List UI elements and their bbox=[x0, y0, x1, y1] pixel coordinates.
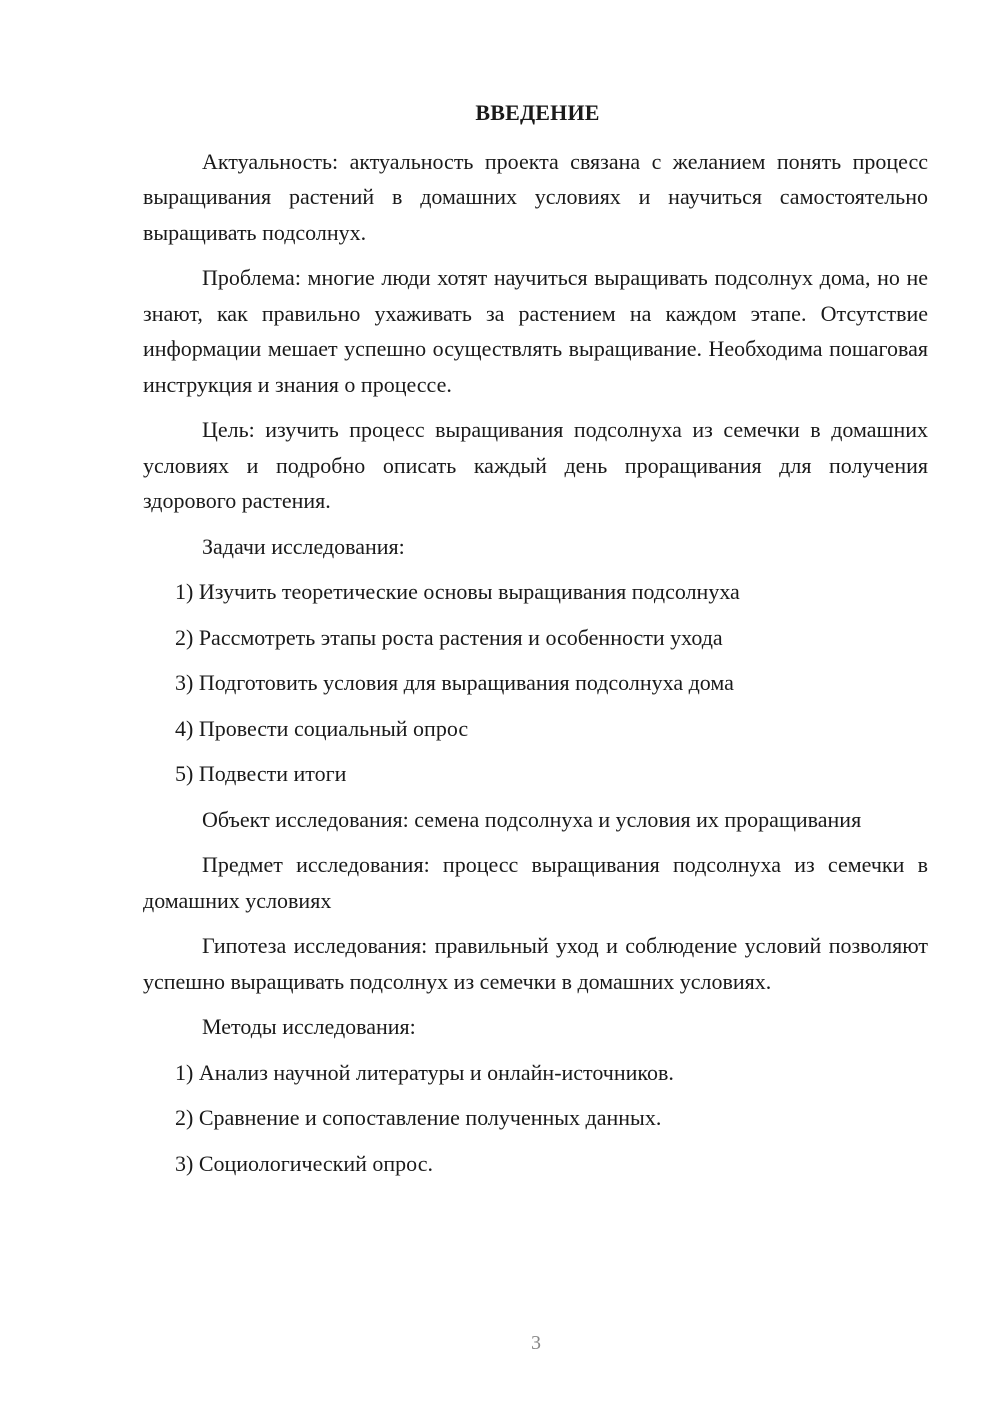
task-item: 3) Подготовить условия для выращивания подсолнуха дома bbox=[175, 670, 734, 695]
task-item: 5) Подвести итоги bbox=[175, 761, 347, 786]
hypothesis-paragraph: Гипотеза исследования: правильный уход и соблюдение условий позволяют успешно выращивать подсолнух из семечки в домашних условиях. bbox=[143, 933, 928, 994]
task-item: 1) Изучить теоретические основы выращивания подсолнуха bbox=[175, 579, 740, 604]
task-item: 4) Провести социальный опрос bbox=[175, 715, 469, 741]
methods-heading: Методы исследования: bbox=[202, 1014, 416, 1039]
subject-paragraph: Предмет исследования: процесс выращивания подсолнуха из семечки в домашних условиях bbox=[143, 852, 928, 913]
methods-list bbox=[143, 1055, 928, 1182]
tasks-list bbox=[143, 574, 928, 792]
method-item: 1) Анализ научной литературы и онлайн-источников. bbox=[175, 1059, 674, 1085]
goal-paragraph: Цель: изучить процесс выращивания подсолнуха из семечки в домашних условиях и подробно описать каждый день проращивания для получения здорового растения. bbox=[143, 417, 928, 513]
section-title: ВВЕДЕНИЕ bbox=[475, 100, 600, 125]
task-item: 2) Рассмотреть этапы роста растения и особенности ухода bbox=[175, 624, 723, 650]
document-page bbox=[143, 95, 928, 1191]
problem-paragraph: Проблема: многие люди хотят научиться выращивать подсолнух дома, но не знают, как правильно ухаживать за растением на каждом этапе. Отсутствие информации мешает успешно осуществлять выращивание. Необходима пошаговая инструкция и знания о процессе. bbox=[143, 265, 928, 397]
tasks-heading: Задачи исследования: bbox=[202, 533, 405, 559]
method-item: 2) Сравнение и сопоставление полученных данных. bbox=[175, 1105, 662, 1130]
method-item: 3) Социологический опрос. bbox=[175, 1150, 433, 1176]
object-paragraph: Объект исследования: семена подсолнуха и условия их проращивания bbox=[202, 806, 862, 832]
relevance-paragraph: Актуальность: актуальность проекта связана с желанием понять процесс выращивания растений в домашних условиях и научиться самостоятельно выращивать подсолнух. bbox=[143, 148, 928, 245]
page-number: 3 bbox=[531, 1332, 541, 1354]
